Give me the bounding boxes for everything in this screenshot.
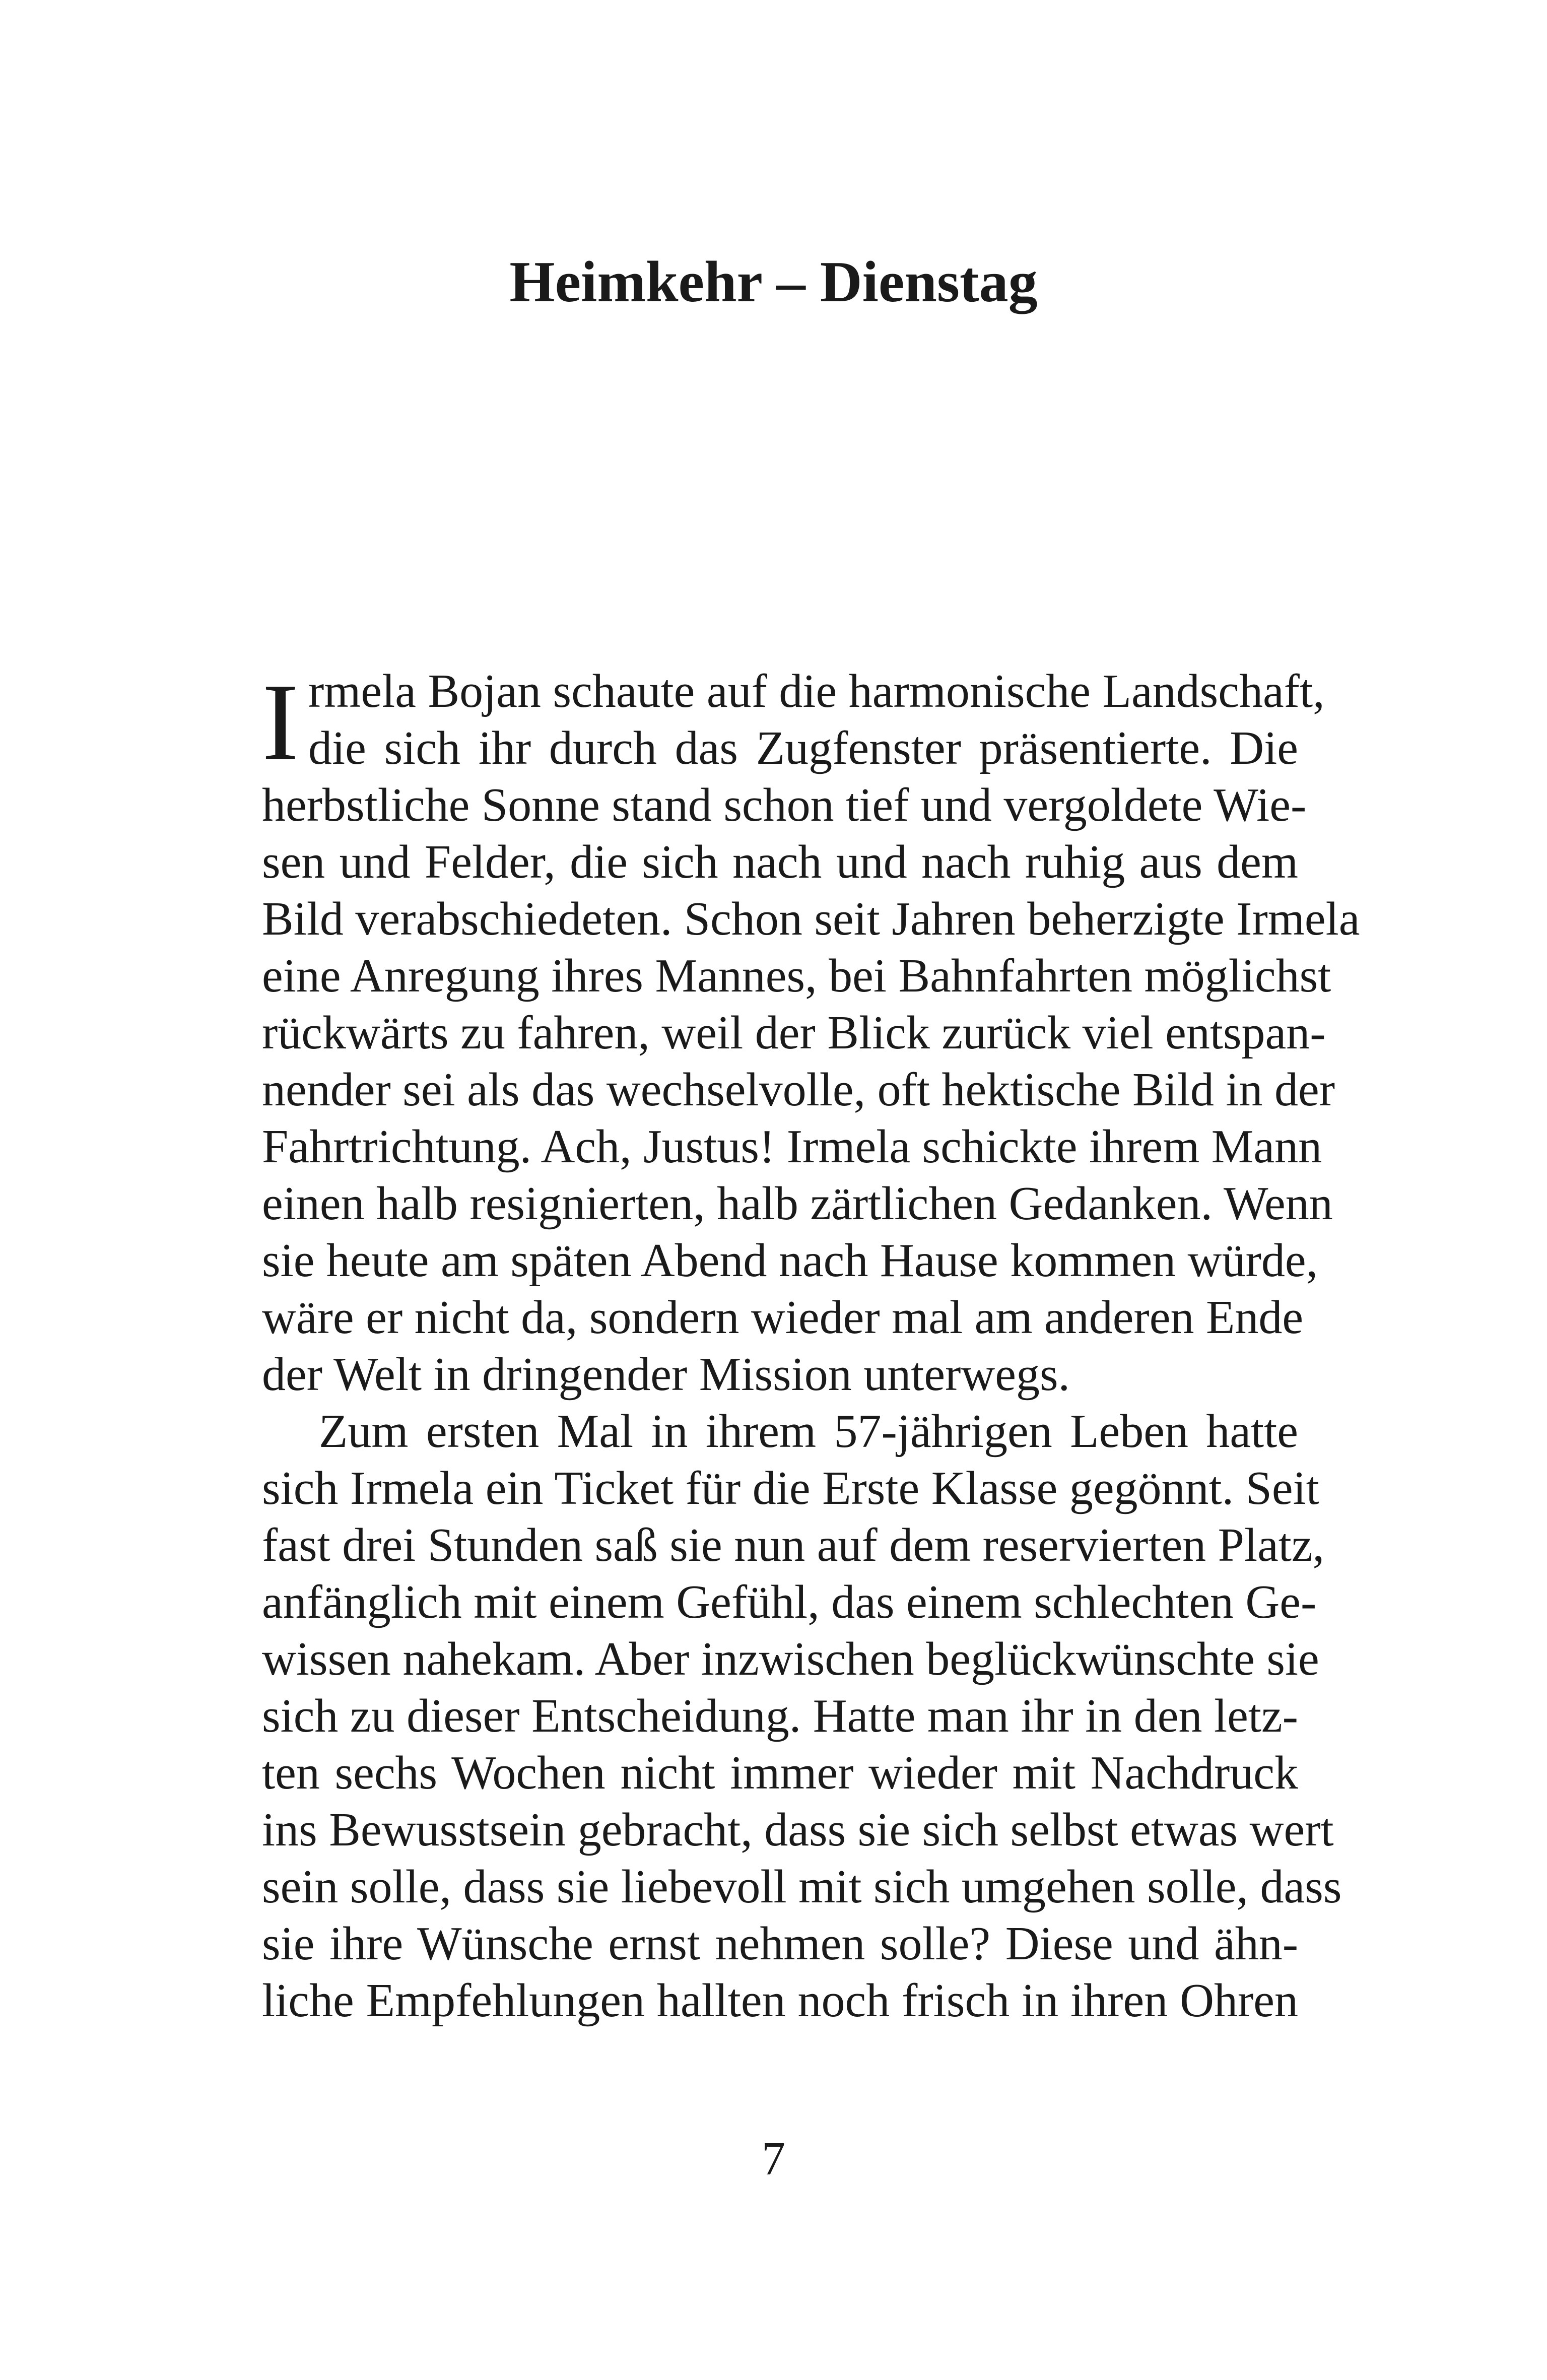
text-line: fast drei Stunden saß sie nun auf dem reservierten Platz, [262, 1519, 1325, 1571]
text-line: sich Irmela ein Ticket für die Erste Klasse gegönnt. Seit [262, 1462, 1319, 1514]
text-line: sie ihre Wünsche ernst nehmen solle? Diese und ähn- [262, 1918, 1298, 1970]
page-number: 7 [762, 2133, 785, 2185]
text-line: ten sechs Wochen nicht immer wieder mit Nachdruck [262, 1747, 1298, 1799]
text-line: der Welt in dringender Mission unterwegs. [262, 1348, 1070, 1401]
text-line: ins Bewusstsein gebracht, dass sie sich selbst etwas wert [262, 1804, 1334, 1856]
text-line: sein solle, dass sie liebevoll mit sich umgehen solle, dass [262, 1861, 1342, 1913]
text-line: sie heute am späten Abend nach Hause kommen würde, [262, 1234, 1318, 1287]
text-line: wissen nahekam. Aber inzwischen beglückwünschte sie [262, 1633, 1319, 1685]
paragraph-2 [262, 1403, 1342, 2029]
text-line: sen und Felder, die sich nach und nach ruhig aus dem [262, 836, 1298, 888]
text-line: rmela Bojan schaute auf die harmonische Landschaft, [308, 665, 1325, 717]
text-line: Zum ersten Mal in ihrem 57-jährigen Leben hatte [319, 1405, 1298, 1458]
paragraph-1 [262, 660, 1360, 1403]
chapter-title: Heimkehr – Dienstag [509, 250, 1038, 314]
text-line: rückwärts zu fahren, weil der Blick zurück viel entspan- [262, 1007, 1326, 1059]
text-line: herbstliche Sonne stand schon tief und vergoldete Wie- [262, 779, 1307, 831]
text-line: anfänglich mit einem Gefühl, das einem schlechten Ge- [262, 1576, 1317, 1628]
drop-cap: I [262, 660, 299, 783]
text-line: eine Anregung ihres Mannes, bei Bahnfahrten möglichst [262, 950, 1331, 1002]
text-line: nender sei als das wechselvolle, oft hektische Bild in der [262, 1064, 1335, 1116]
text-line: liche Empfehlungen hallten noch frisch in ihren Ohren [262, 1974, 1298, 2027]
text-line: sich zu dieser Entscheidung. Hatte man ihr in den letz- [262, 1690, 1298, 1742]
text-line: wäre er nicht da, sondern wieder mal am anderen Ende [262, 1291, 1304, 1344]
body-text [262, 660, 1360, 2029]
text-line: Fahrtrichtung. Ach, Justus! Irmela schickte ihrem Mann [262, 1120, 1322, 1173]
text-line: einen halb resignierten, halb zärtlichen Gedanken. Wenn [262, 1177, 1333, 1230]
text-line: Bild verabschiedeten. Schon seit Jahren beherzigte Irmela [262, 893, 1360, 945]
text-line: die sich ihr durch das Zugfenster präsentierte. Die [308, 722, 1298, 774]
